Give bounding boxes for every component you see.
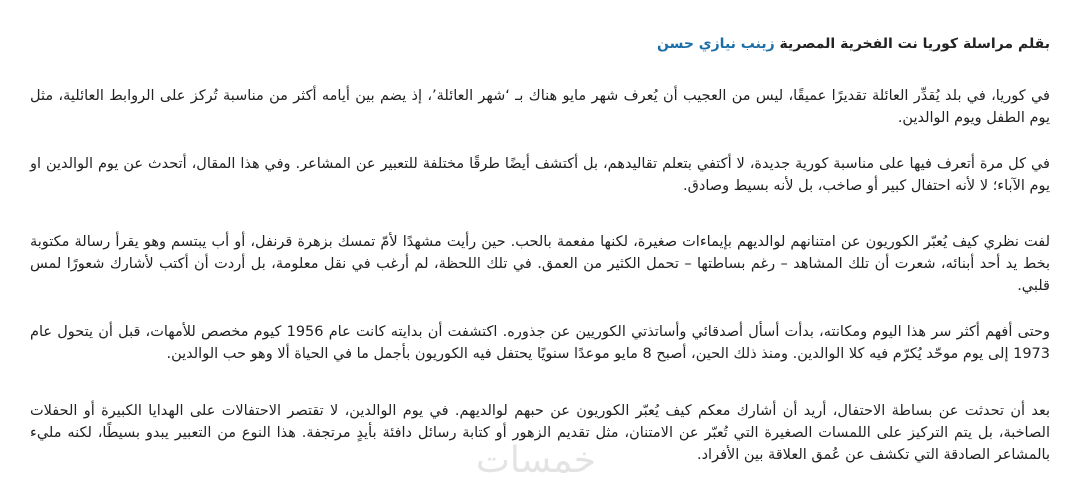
author-name[interactable]: زينب نيازي حسن xyxy=(656,36,775,52)
byline-prefix: بقلم مراسلة كوريا نت الفخرية المصرية xyxy=(774,36,1050,52)
khamsat-watermark: خمسات xyxy=(476,440,597,481)
article-paragraph-4: وحتى أفهم أكثر سر هذا اليوم ومكانته، بدأت أسأل أصدقائي وأساتذتي الكوريين عن جذوره. اكتشفت أن بدايته كانت عام 1956 كيوم مخصص للأمهات، قبل أن يتحول عام 1973 إلى يوم موحّد يُكرّم فيه كلا الوالدين. ومنذ ذلك الحين، أصبح 8 مايو موعدًا سنويًا يحتفل فيه الكوريون بأجمل ما في الحياة ألا وهو حب الوالدين. xyxy=(30,324,1050,362)
article-paragraph-1: في كوريا، في بلد يُقدِّر العائلة تقديرًا عميقًا، ليس من العجيب أن يُعرف شهر مايو هناك بـ ‘شهر العائلة’، إذ يضم بين أيامه أكثر من مناسبة تُركز على الروابط العائلية، مثل يوم الطفل ويوم الوالدين. xyxy=(30,88,1050,126)
article-paragraph-3: لفت نظري كيف يُعبّر الكوريون عن امتنانهم لوالديهم بإيماءات صغيرة، لكنها مفعمة بالحب. حين رأيت مشهدًا لأمّ تمسك بزهرة قرنفل، أو أب يبتسم وهو يقرأ رسالة مكتوبة بخط يد أحد أبنائه، شعرت أن تلك المشاهد – رغم بساطتها – تحمل الكثير من العمق. في تلك اللحظة، لم أرغب في نقل معلومة، بل أردت أن أكتب لأشارك شعورًا لمس قلبي. xyxy=(30,234,1050,294)
article-paragraph-2: في كل مرة أتعرف فيها على مناسبة كورية جديدة، لا أكتفي بتعلم تقاليدهم، بل أكتشف أيضًا طرقًا مختلفة للتعبير عن المشاعر. وفي هذا المقال، أتحدث عن يوم الوالدين او يوم الآباء؛ لا لأنه احتفال كبير أو صاخب، بل لأنه بسيط وصادق. xyxy=(30,156,1050,194)
article-paragraph-5: بعد أن تحدثت عن بساطة الاحتفال، أريد أن أشارك معكم كيف يُعبّر الكوريون عن حبهم لوالديهم. في يوم الوالدين، لا تقتصر الاحتفالات على الهدايا الكبيرة أو الحفلات الصاخبة، بل يتم التركيز على اللمسات الصغيرة التي تُعبّر عن الامتنان، مثل تقديم الزهور أو كتابة رسائل دافئة بأيدٍ مرتجفة. هذا النوع من التعبير يبدو بسيطًا، لكنه مليء بالمشاعر الصادقة التي تكشف عن عُمق العلاقة بين الأفراد. xyxy=(30,403,1050,463)
byline xyxy=(657,36,1050,52)
